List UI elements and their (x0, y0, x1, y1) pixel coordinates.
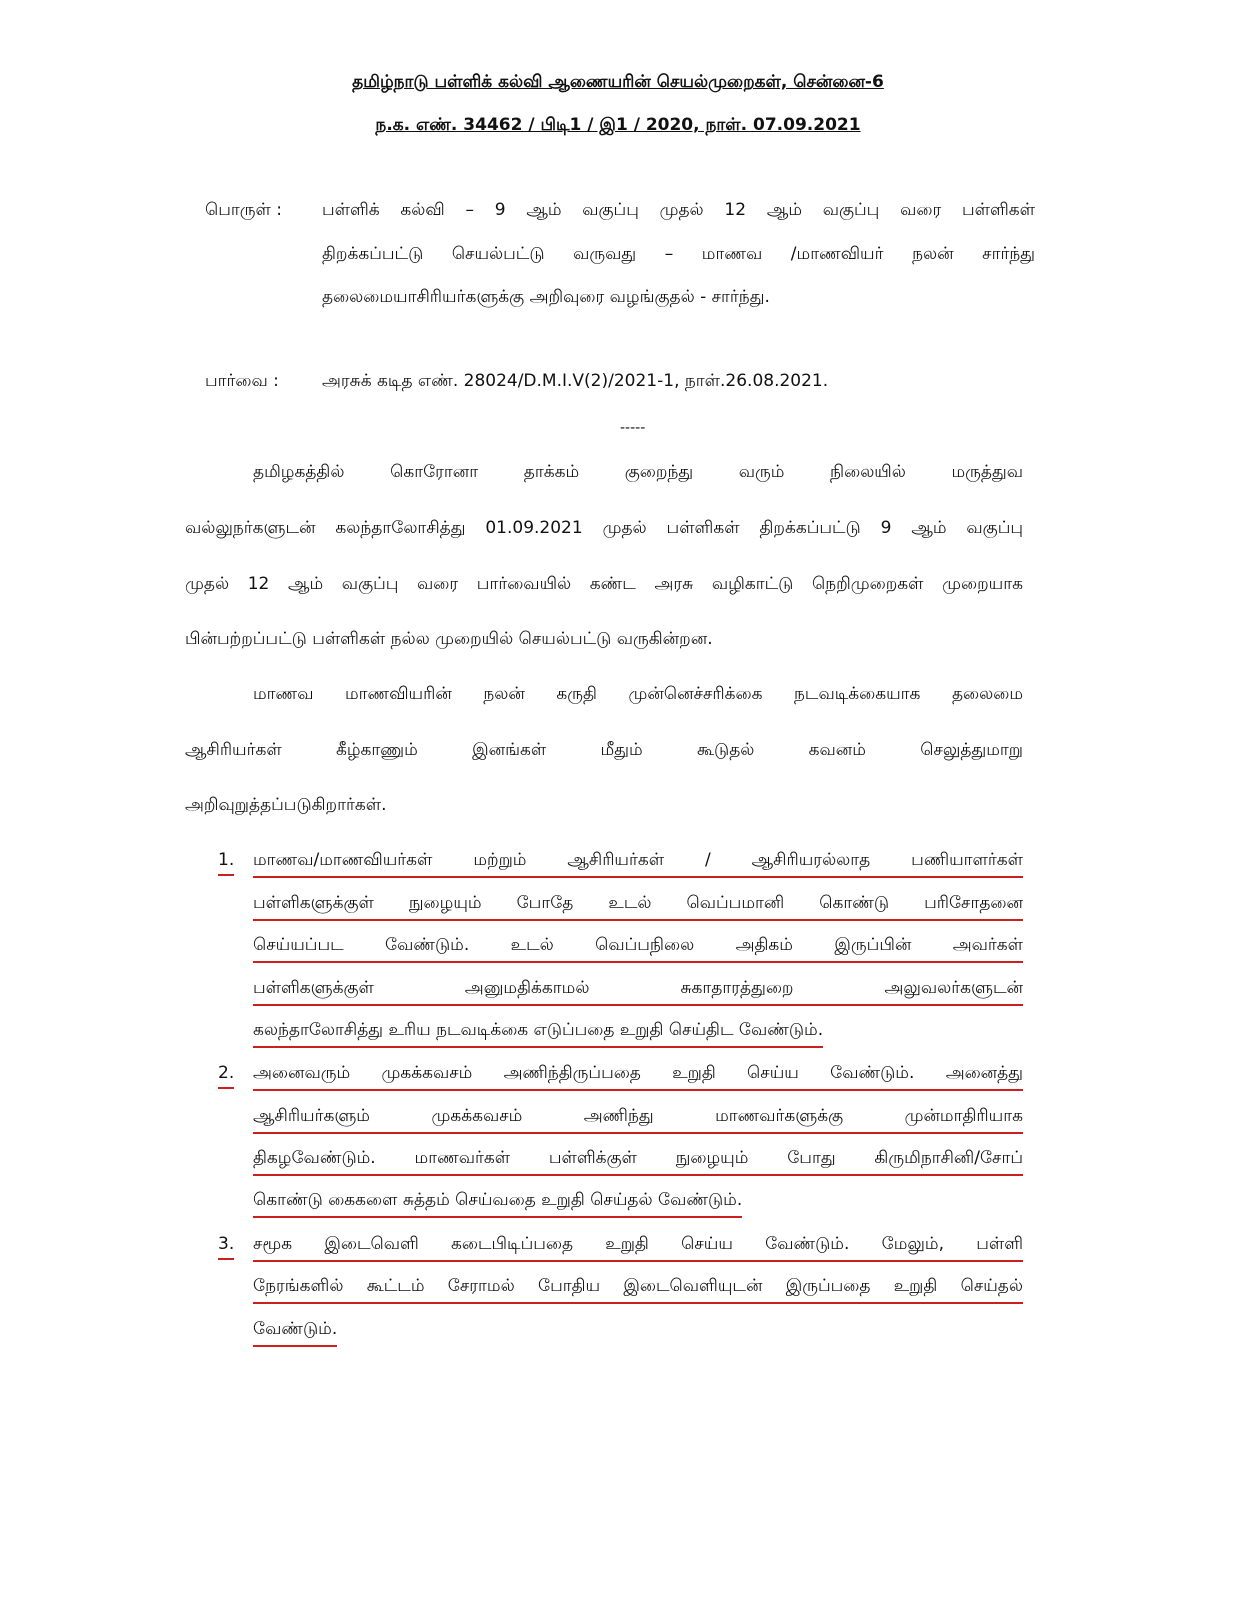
subject-label: பொருள் : (205, 200, 282, 220)
reference-label: பார்வை : (205, 371, 279, 391)
para1-line-1: தமிழகத்தில் கொரோனா தாக்கம் குறைந்து வரும் நிலையில் மருத்துவ (253, 462, 1023, 482)
item-1-line-2: பள்ளிகளுக்குள் நுழையும் போதே உடல் வெப்பமானி கொண்டு பரிசோதனை (253, 893, 1023, 921)
item-2-line-4: கொண்டு கைகளை சுத்தம் செய்வதை உறுதி செய்தல் வேண்டும். (253, 1190, 742, 1218)
subject-line-1: பள்ளிக் கல்வி – 9 ஆம் வகுப்பு முதல் 12 ஆம் வகுப்பு வரை பள்ளிகள் (322, 200, 1035, 220)
para1-line-2: வல்லுநர்களுடன் கலந்தாலோசித்து 01.09.2021 முதல் பள்ளிகள் திறக்கப்பட்டு 9 ஆம் வகுப்பு (185, 518, 1023, 538)
para1-line-3: முதல் 12 ஆம் வகுப்பு வரை பார்வையில் கண்ட அரசு வழிகாட்டு நெறிமுறைகள் முறையாக (185, 574, 1023, 594)
subject-line-3: தலைமையாசிரியர்களுக்கு அறிவுரை வழங்குதல் - சார்ந்து. (322, 287, 770, 307)
item-2-line-2: ஆசிரியர்களும் முகக்கவசம் அணிந்து மாணவர்களுக்கு முன்மாதிரியாக (253, 1106, 1023, 1134)
item-1-line-3: செய்யப்பட வேண்டும். உடல் வெப்பநிலை அதிகம் இருப்பின் அவர்கள் (253, 935, 1023, 963)
office-title: தமிழ்நாடு பள்ளிக் கல்வி ஆணையரின் செயல்முறைகள், சென்னை-6 (352, 72, 884, 92)
item-3-number: 3. (218, 1234, 234, 1260)
subject-line-2: திறக்கப்பட்டு செயல்பட்டு வருவது – மாணவ /மாணவியர் நலன் சார்ந்து (322, 244, 1035, 264)
item-1-line-4: பள்ளிகளுக்குள் அனுமதிக்காமல் சுகாதாரத்துறை அலுவலர்களுடன் (253, 978, 1023, 1006)
item-2-number: 2. (218, 1063, 234, 1089)
para2-line-2: ஆசிரியர்கள் கீழ்காணும் இனங்கள் மீதும் கூடுதல் கவனம் செலுத்துமாறு (185, 740, 1023, 760)
reference-number-line: ந.க. எண். 34462 / பிடி1 / இ1 / 2020, நாள். 07.09.2021 (375, 115, 861, 135)
item-3-line-1: சமூக இடைவெளி கடைபிடிப்பதை உறுதி செய்ய வேண்டும். மேலும், பள்ளி (253, 1234, 1023, 1262)
item-1-line-1: மாணவ/மாணவியர்கள் மற்றும் ஆசிரியர்கள் / ஆசிரியரல்லாத பணியாளர்கள் (253, 850, 1023, 878)
item-2-line-3: திகழவேண்டும். மாணவர்கள் பள்ளிக்குள் நுழையும் போது கிருமிநாசினி/சோப் (253, 1148, 1023, 1176)
reference-text: அரசுக் கடித எண். 28024/D.M.I.V(2)/2021-1, நாள்.26.08.2021. (322, 371, 829, 391)
para2-line-1: மாணவ மாணவியரின் நலன் கருதி முன்னெச்சரிக்கை நடவடிக்கையாக தலைமை (253, 684, 1023, 704)
para2-line-3: அறிவுறுத்தப்படுகிறார்கள். (185, 795, 387, 815)
item-3-line-2: நேரங்களில் கூட்டம் சேராமல் போதிய இடைவெளியுடன் இருப்பதை உறுதி செய்தல் (253, 1276, 1023, 1304)
para1-line-4: பின்பற்றப்பட்டு பள்ளிகள் நல்ல முறையில் செயல்பட்டு வருகின்றன. (185, 629, 713, 649)
separator: ----- (620, 420, 646, 436)
item-1-line-5: கலந்தாலோசித்து உரிய நடவடிக்கை எடுப்பதை உறுதி செய்திட வேண்டும். (253, 1020, 823, 1048)
item-3-line-3: வேண்டும். (253, 1319, 337, 1347)
item-2-line-1: அனைவரும் முகக்கவசம் அணிந்திருப்பதை உறுதி செய்ய வேண்டும். அனைத்து (253, 1063, 1023, 1091)
item-1-number: 1. (218, 850, 234, 876)
